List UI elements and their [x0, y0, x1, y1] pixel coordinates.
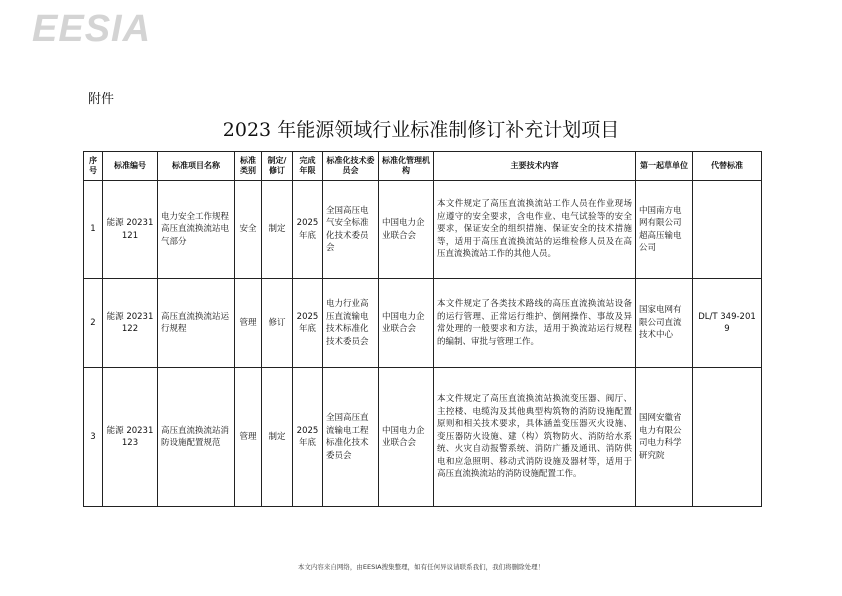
- header-name: 标准项目名称: [158, 152, 235, 181]
- header-category: 标准类别: [235, 152, 262, 181]
- cell-code: 能源 20231123: [103, 368, 158, 507]
- cell-name: 高压直流换流站消防设施配置规范: [158, 368, 235, 507]
- cell-drafter: 国网安徽省电力有限公司电力科学研究院: [636, 368, 693, 507]
- table-row: [84, 279, 762, 368]
- cell-admin: 中国电力企业联合会: [379, 368, 434, 507]
- cell-code: 能源 20231121: [103, 181, 158, 279]
- header-code: 标准编号: [103, 152, 158, 181]
- project-table: [83, 151, 762, 507]
- cell-year: 2025 年底: [293, 279, 323, 368]
- cell-drafter: 中国南方电网有限公司超高压输电公司: [636, 181, 693, 279]
- cell-type: 制定: [262, 181, 293, 279]
- table-row: [84, 181, 762, 279]
- cell-admin: 中国电力企业联合会: [379, 181, 434, 279]
- cell-name: 高压直流换流站运行规程: [158, 279, 235, 368]
- header-replaces: 代替标准: [693, 152, 762, 181]
- header-admin: 标准化管理机构: [379, 152, 434, 181]
- cell-code: 能源 20231122: [103, 279, 158, 368]
- cell-committee: 全国高压电气安全标准化技术委员会: [323, 181, 379, 279]
- cell-committee: 电力行业高压直流输电技术标准化技术委员会: [323, 279, 379, 368]
- footer-disclaimer: 本文内容来自网络，由EESIA搜集整理，如有任何异议请联系我们，我们将删除处理！: [297, 563, 545, 571]
- cell-type: 修订: [262, 279, 293, 368]
- table-row: [84, 368, 762, 507]
- cell-no: 1: [84, 181, 103, 279]
- cell-category: 管理: [235, 279, 262, 368]
- attachment-label: 附件: [88, 92, 115, 107]
- header-no: 序号: [84, 152, 103, 181]
- cell-content: 本文件规定了各类技术路线的高压直流换流站设备的运行管理、正常运行维护、倒闸操作、事故及异常处理的一般要求和方法，适用于换流站运行规程的编制、审批与管理工作。: [434, 279, 636, 368]
- cell-name: 电力安全工作规程 高压直流换流站电气部分: [158, 181, 235, 279]
- cell-category: 安全: [235, 181, 262, 279]
- cell-type: 制定: [262, 368, 293, 507]
- table-header-row: [84, 152, 762, 181]
- header-content: 主要技术内容: [434, 152, 636, 181]
- cell-replaces: DL/T 349-2019: [693, 279, 762, 368]
- cell-admin: 中国电力企业联合会: [379, 279, 434, 368]
- cell-replaces: [693, 181, 762, 279]
- cell-replaces: [693, 368, 762, 507]
- cell-content: 本文件规定了高压直流换流站换流变压器、阀厅、主控楼、电缆沟及其他典型构筑物的消防设施配置原则和相关技术要求，具体涵盖变压器灭火设施、变压器防火设施、建（构）筑物防火、消防给水系统、火灾自动报警系统、消防广播及通讯、消防供电和应急照明、移动式消防设施及器材等，适用于高压直流换流站的消防设施配置工作。: [434, 368, 636, 507]
- cell-year: 2025 年底: [293, 368, 323, 507]
- header-year: 完成年限: [293, 152, 323, 181]
- cell-year: 2025 年底: [293, 181, 323, 279]
- eesia-watermark-logo: EESIA: [32, 8, 152, 50]
- header-drafter: 第一起草单位: [636, 152, 693, 181]
- cell-no: 2: [84, 279, 103, 368]
- cell-no: 3: [84, 368, 103, 507]
- cell-drafter: 国家电网有限公司直流技术中心: [636, 279, 693, 368]
- page-title: 2023 年能源领域行业标准制修订补充计划项目: [222, 119, 620, 141]
- header-type: 制定/修订: [262, 152, 293, 181]
- header-committee: 标准化技术委员会: [323, 152, 379, 181]
- cell-content: 本文件规定了高压直流换流站工作人员在作业现场应遵守的安全要求，含电作业、电气试验等的安全要求，保证安全的组织措施、保证安全的技术措施等，适用于高压直流换流站的运维检修人员及在高压直流换流站工作的其他人员。: [434, 181, 636, 279]
- cell-committee: 全国高压直流输电工程标准化技术委员会: [323, 368, 379, 507]
- cell-category: 管理: [235, 368, 262, 507]
